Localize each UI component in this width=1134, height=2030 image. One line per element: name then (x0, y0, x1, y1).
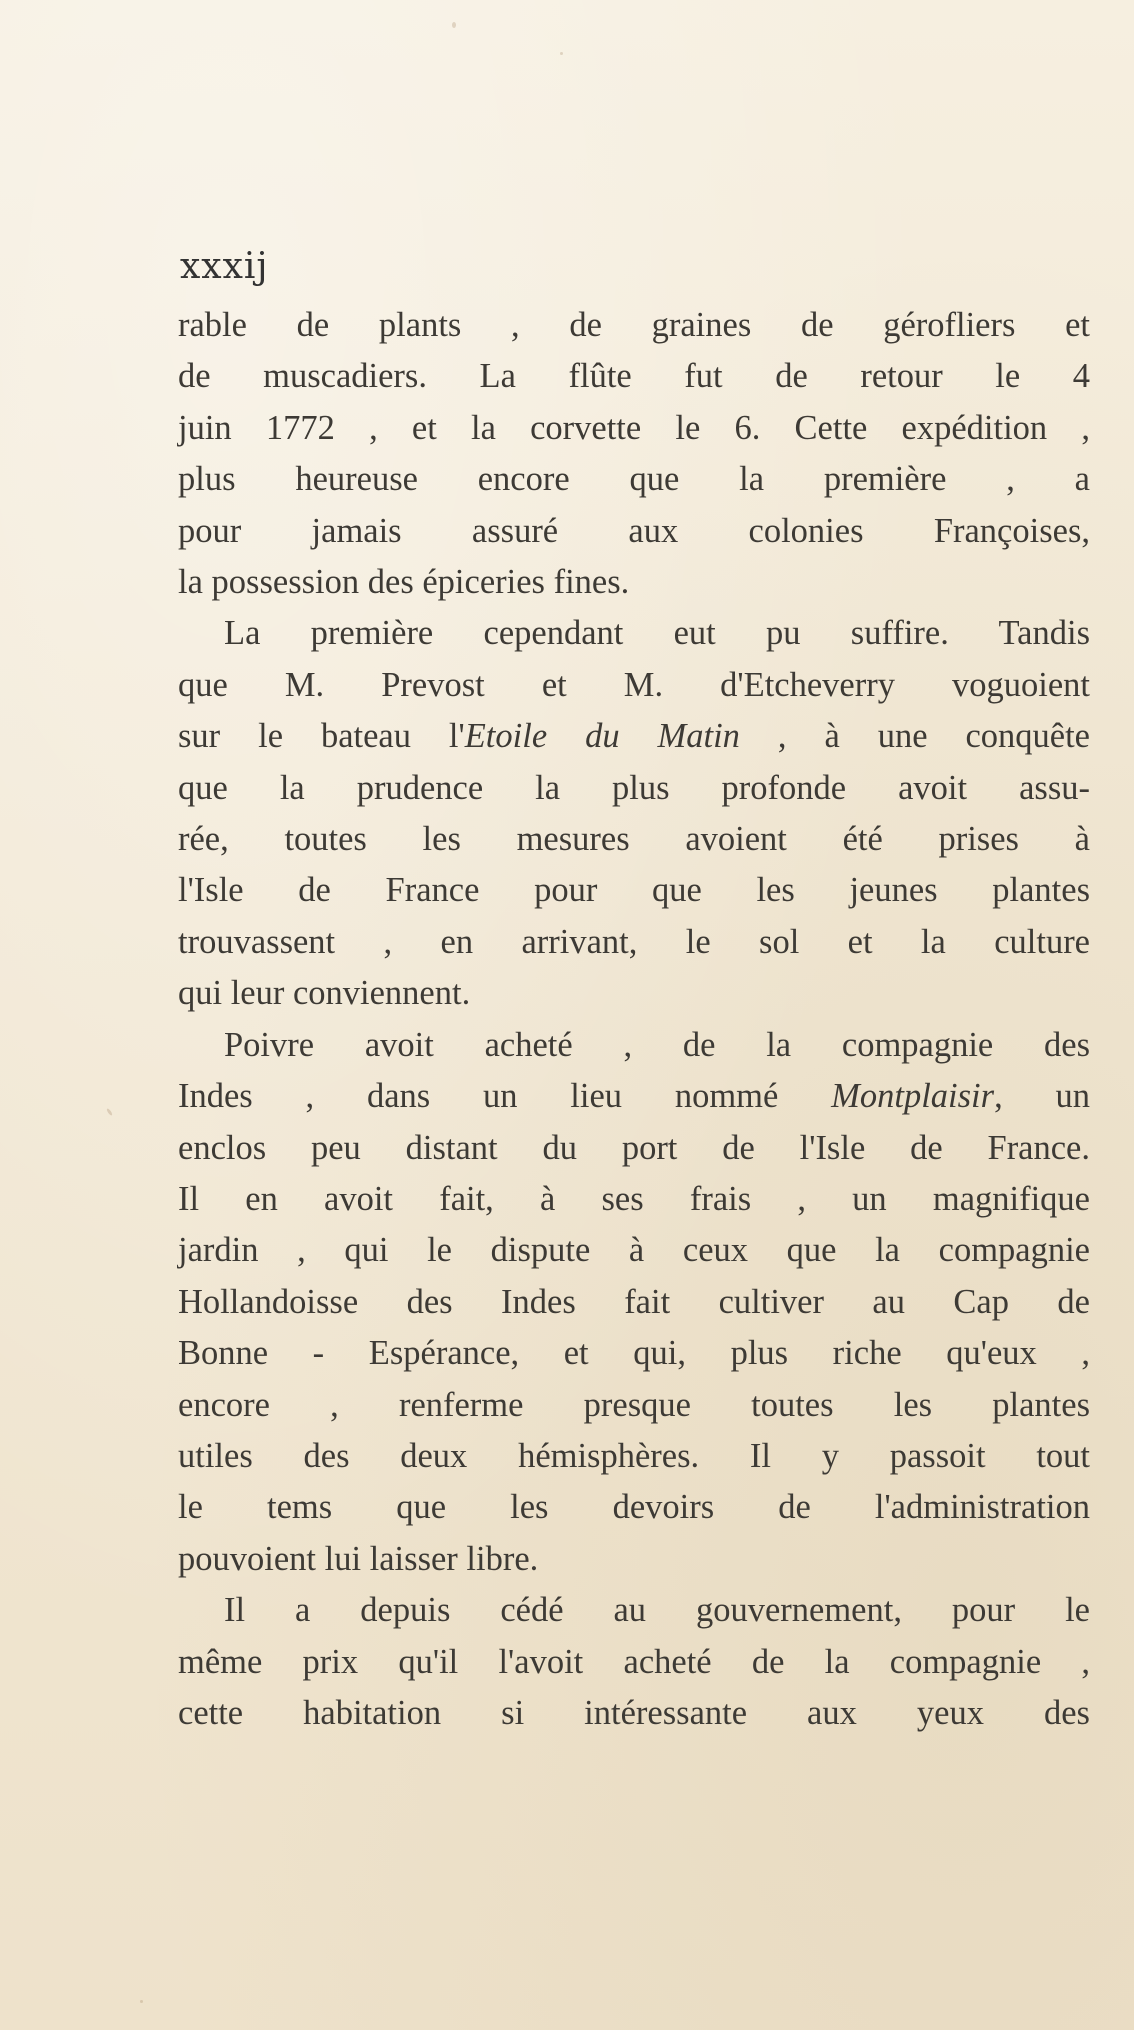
text-run: , à une conquête (739, 717, 1090, 756)
text-line: rée, toutes les mesures avoient été prises à (178, 820, 1090, 859)
text-line: rable de plants , de graines de gérofliers et (178, 306, 1090, 344)
text-line: La première cependant eut pu suffire. Tandis (224, 614, 1090, 653)
text-line: encore , renferme presque toutes les plantes (178, 1385, 1090, 1424)
page-number: xxxij (180, 246, 269, 287)
text-line: enclos peu distant du port de l'Isle de France. (178, 1128, 1090, 1167)
text-line: juin 1772 , et la corvette le 6. Cette expédition , (178, 408, 1090, 447)
paper-spot (452, 22, 456, 28)
text-line: le tems que les devoirs de l'administration (178, 1488, 1090, 1527)
text-run: sur le bateau l' (178, 717, 465, 756)
place-name: Montplaisir (831, 1077, 995, 1116)
text-line: pouvoient lui laisser libre. (178, 1539, 539, 1578)
text-line: qui leur conviennent. (178, 974, 471, 1013)
text-line: trouvassent , en arrivant, le sol et la culture (178, 922, 1090, 961)
text-run: Indes , dans un lieu nommé (178, 1077, 832, 1116)
text-line: Il a depuis cédé au gouvernement, pour le (224, 1591, 1090, 1630)
text-line: de muscadiers. La flûte fut de retour le 4 (178, 357, 1090, 396)
text-run: , un (994, 1077, 1091, 1116)
paper-spot (560, 52, 563, 55)
text-line: l'Isle de France pour que les jeunes plantes (178, 871, 1090, 910)
paper-spot (140, 2000, 143, 2003)
text-line: pour jamais assuré aux colonies Françoises, (178, 511, 1090, 550)
text-line: que M. Prevost et M. d'Etcheverry voguoient (178, 665, 1090, 704)
paper-spot (106, 1108, 113, 1116)
text-line: utiles des deux hémisphères. Il y passoit tout (178, 1436, 1090, 1475)
text-line: que la prudence la plus profonde avoit assu- (178, 768, 1090, 807)
text-line: Bonne - Espérance, et qui, plus riche qu'eux , (178, 1334, 1090, 1373)
text-line: la possession des épiceries fines. (178, 563, 630, 602)
text-line: même prix qu'il l'avoit acheté de la compagnie , (178, 1642, 1090, 1681)
ship-name: Etoile du Matin (464, 717, 740, 756)
text-line: jardin , qui le dispute à ceux que la compagnie (178, 1231, 1090, 1270)
text-line: Poivre avoit acheté , de la compagnie des (224, 1025, 1090, 1064)
text-line: Hollandoisse des Indes fait cultiver au Cap de (178, 1282, 1090, 1321)
text-line: Il en avoit fait, à ses frais , un magnifique (178, 1179, 1090, 1218)
text-line (178, 711, 1090, 762)
text-line: cette habitation si intéressante aux yeux des (178, 1693, 1090, 1732)
text-line: plus heureuse encore que la première , a (178, 460, 1090, 499)
text-line (178, 1071, 1090, 1122)
body-text (178, 300, 1090, 1739)
